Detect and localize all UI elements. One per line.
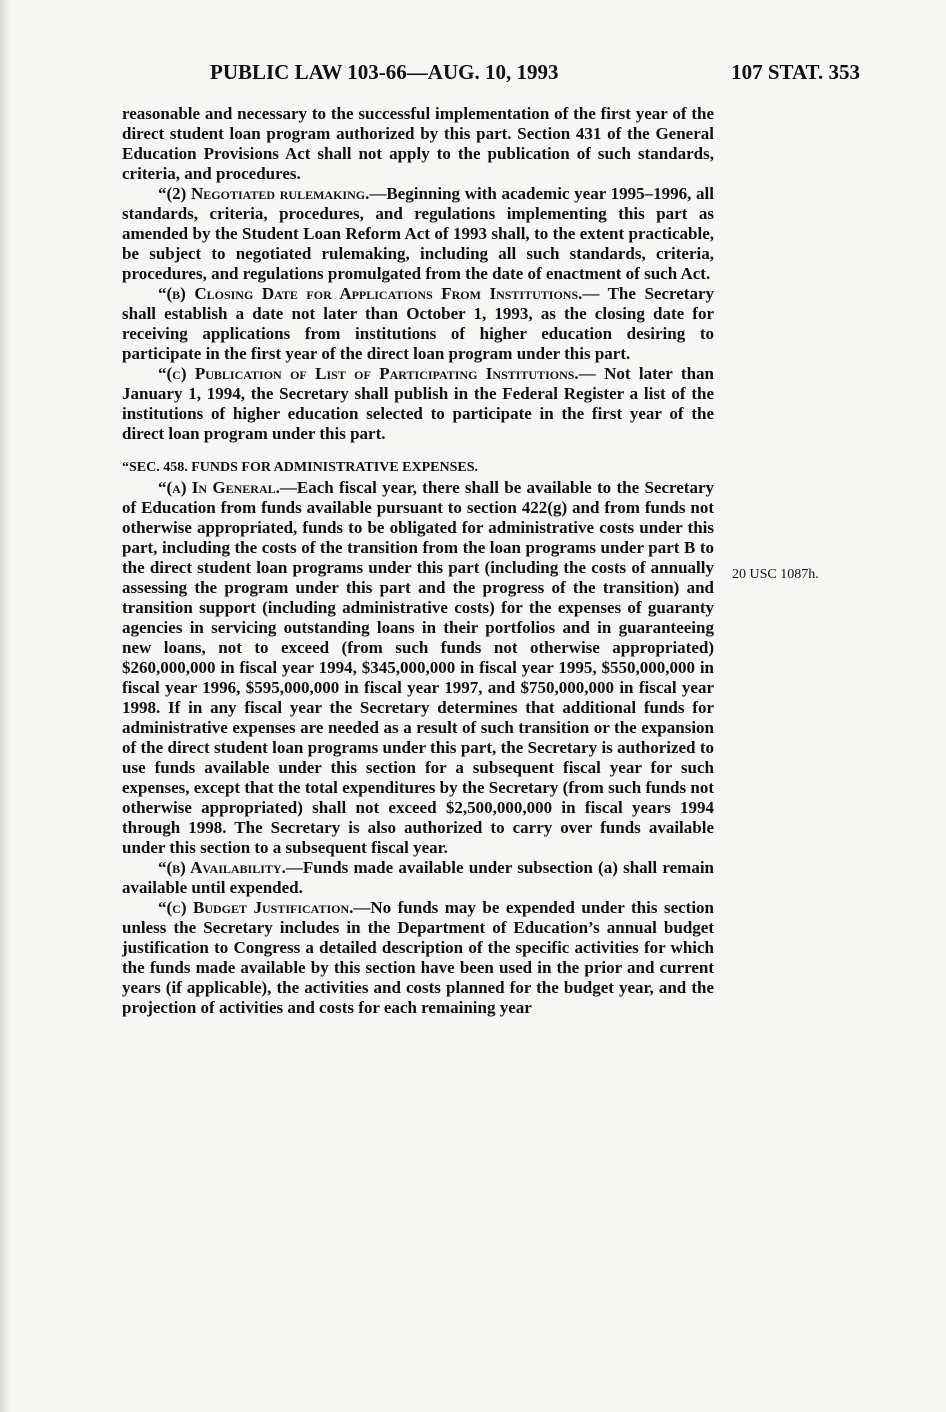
paragraph-availability <box>122 858 714 898</box>
paragraph-body: —No funds may be expended under this section unless the Secretary includes in the Department of Education’s annual budget justification to Congress a detailed description of the specific activities for which the funds made available by this section have been used in the prior and current years (if applicable), the activities and costs planned for the budget year, and the projection of activities and costs for each remaining year <box>122 898 714 1017</box>
scan-edge-shadow <box>0 0 10 1412</box>
paragraph-heading: “(b) Availability. <box>158 858 286 877</box>
paragraph-heading: “(c) Publication of List of Participating Institutions. <box>158 364 579 383</box>
paragraph-body: —Each fiscal year, there shall be available to the Secretary of Education from funds available pursuant to section 422(g) and from funds not otherwise appropriated, funds to be obligated for administrative costs under this part, including the costs of the transition from the loan programs under part B to the direct student loan programs under this part (including the costs of annually assessing the program under this part and the progress of the transition) and transition support (including administrative costs) for the expenses of guaranty agencies in servicing outstanding loans in their portfolios and in guaranteeing new loans, not to exceed (from such funds not otherwise appropriated) $260,000,000 in fiscal year 1994, $345,000,000 in fiscal year 1995, $550,000,000 in fiscal year 1996, $595,000,000 in fiscal year 1997, and $750,000,000 in fiscal year 1998. If in any fiscal year the Secretary determines that additional funds for administrative expenses are needed as a result of such transition or the expansion of the direct student loan programs under this part, the Secretary is authorized to use funds available under this section for a subsequent fiscal year for such expenses, except that the total expenditures by the Secretary (from such funds not otherwise appropriated) shall not exceed $2,500,000,000 in fiscal years 1994 through 1998. The Secretary is also authorized to carry over funds available under this section to a subsequent fiscal year. <box>122 478 714 857</box>
header-stat-page: 107 STAT. 353 <box>731 60 860 84</box>
margin-citation: 20 USC 1087h. <box>732 567 819 582</box>
body-text <box>122 104 714 1018</box>
paragraph-body: — The Secretary shall establish a date not later than October 1, 1993, as the closing date for receiving applications from institutions of higher education desiring to participate in the first year of the direct loan program under this part. <box>122 284 714 363</box>
paragraph-budget-justification <box>122 898 714 1018</box>
paragraph-heading: “(a) In General. <box>158 478 280 497</box>
paragraph-negotiated-rulemaking <box>122 184 714 284</box>
paragraph-closing-date <box>122 284 714 364</box>
paragraph-heading: “(b) Closing Date for Applications From Institutions. <box>158 284 583 303</box>
section-gap <box>122 444 714 458</box>
paragraph-body: —Funds made available under subsection (a) shall remain available until expended. <box>122 858 715 897</box>
paragraph-heading: “(c) Budget Justification. <box>158 898 354 917</box>
paragraph-body: —Beginning with academic year 1995–1996, all standards, criteria, procedures, and regulations implementing this part as amended by the Student Loan Reform Act of 1993 shall, to the extent practicable, be subject to negotiated rulemaking, including all such standards, criteria, procedures, and regulations promulgated from the date of enactment of such Act. <box>122 184 715 283</box>
header-title: PUBLIC LAW 103-66—AUG. 10, 1993 <box>210 60 559 84</box>
running-header <box>210 60 860 90</box>
paragraph-publication-list <box>122 364 714 444</box>
paragraph-in-general <box>122 478 714 858</box>
paragraph-continuation: reasonable and necessary to the successful implementation of the first year of the direct student loan program authorized by this part. Section 431 of the General Education Provisions Act shall not apply to the publication of such standards, criteria, and procedures. <box>122 104 714 183</box>
section-heading: “SEC. 458. FUNDS FOR ADMINISTRATIVE EXPENSES. <box>122 460 479 475</box>
paragraph-body: — Not later than January 1, 1994, the Secretary shall publish in the Federal Register a list of the institutions of higher education selected to participate in the first year of the direct loan program under this part. <box>122 364 714 443</box>
paragraph-heading: “(2) Negotiated rulemaking. <box>158 184 370 203</box>
